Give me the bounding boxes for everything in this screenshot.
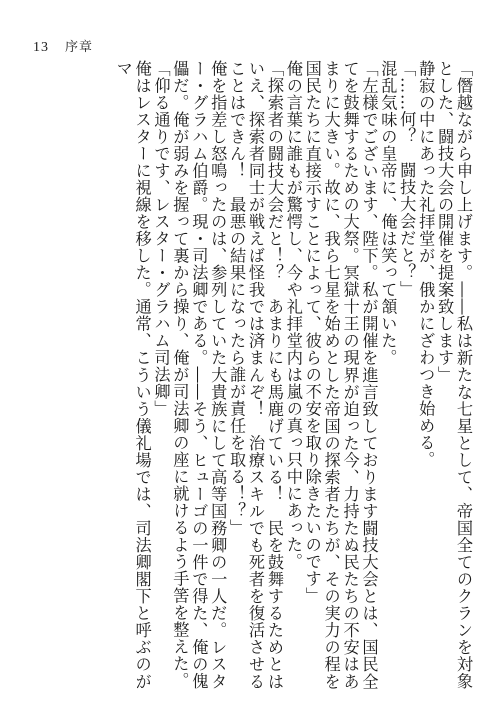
paragraph-storm: 俺の言葉に誰もが驚愕し、今や礼拝堂内は嵐の真っ只中にあった。: [283, 60, 303, 570]
paragraph-nod: 混乱気味の皇帝に、俺は笑って頷いた。: [378, 60, 398, 366]
paragraph-reply: 「仰る通りです、レスター・グラハム司法卿」: [151, 60, 171, 417]
paragraph-chapel-stirs: 静寂の中にあった礼拝堂が、俄かにざわつき始める。: [416, 60, 436, 468]
paragraph-proposal: 「僭越ながら申し上げます。――私は新たな七星として、帝国全てのクランを対象とした、闘技大会の開催を提案致します」: [435, 60, 473, 690]
vertical-body-text: [24, 60, 472, 690]
paragraph-glance: 俺はレスターに視線を移した。通常、こういう儀礼場では、司法卿閣下と呼ぶのがマ: [113, 60, 152, 690]
page-number: 13: [33, 40, 49, 55]
chapter-title: 序章: [65, 40, 94, 55]
paragraph-explanation: 「左様でございます、陛下。私が開催を進言致しております闘技大会とは、国民全てを鼓舞するための大祭。冥獄十王の現界が迫った今、力持たぬ民たちの不安はあまりに大きい。故に、我ら七星を始めとした帝国の探索者たちが、その実力の程を国民たちに直接示すことによって、彼らの不安を取り除きたいのです」: [302, 60, 379, 690]
paragraph-objection: 「探索者の闘技大会だと！？ あまりにも馬鹿げている！ 民を鼓舞するためとはいえ、探索者同士が戦えば怪我では済まんぞ！ 治療スキルでも死者を復活させることはできん！ 最悪の結果になったら誰が責任を取る！？」: [227, 60, 284, 690]
paragraph-lester: 俺を指差し怒鳴ったのは、参列していた大貴族にして高等国務卿の一人だ。レスター・グラハム伯爵。現・司法卿である。――そう、ヒューゴの一件で得た、俺の傀儡だ。俺が弱みを握って裏から操り、俺が司法卿の座に就けるよう手筈を整えた。: [170, 60, 228, 690]
page-header: [33, 36, 93, 56]
paragraph-emperor-question: 「……何？ 闘技大会だと？」: [397, 60, 417, 298]
